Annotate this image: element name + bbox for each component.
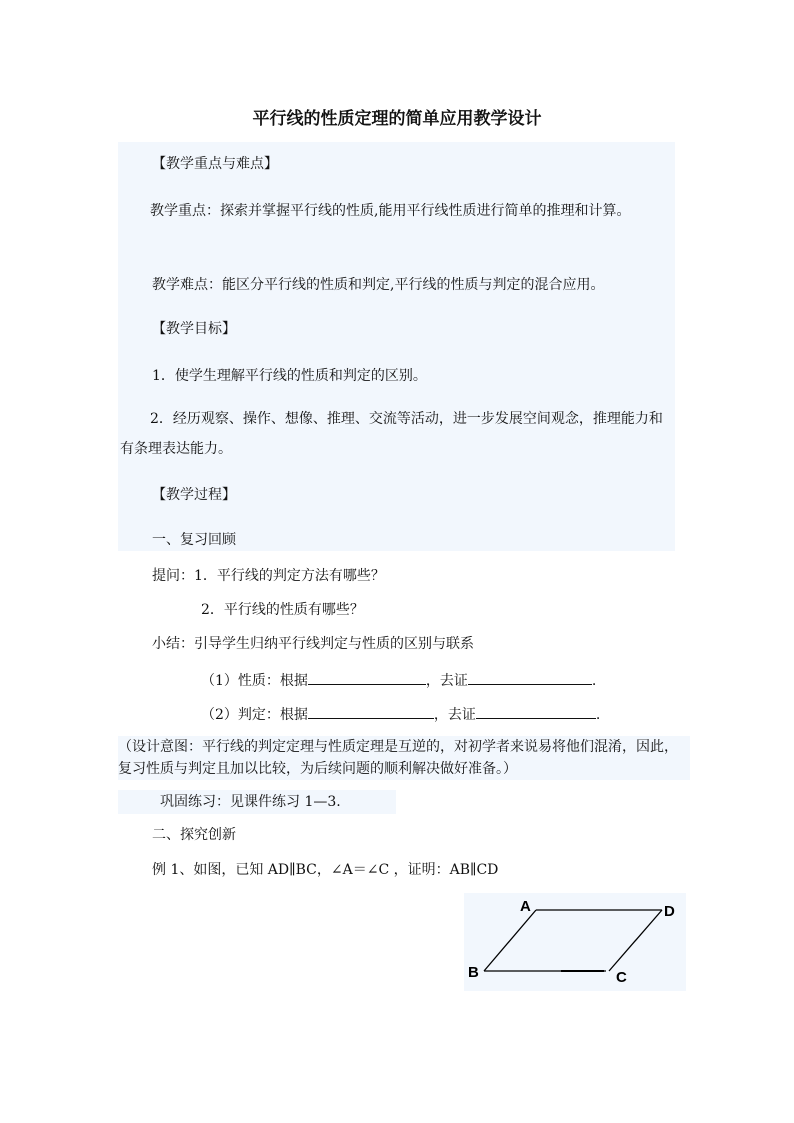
fill-blank-criterion xyxy=(201,702,600,725)
vertex-d-label: D xyxy=(664,903,675,920)
fill-mid: ，去证 xyxy=(425,673,468,689)
question-1: 提问：1．平行线的判定方法有哪些？ xyxy=(152,568,385,584)
fill-end: . xyxy=(591,673,597,689)
blank-line xyxy=(476,702,596,719)
process-heading: 【教学过程】 xyxy=(152,487,236,503)
fill-end: . xyxy=(595,707,601,723)
difficulty-paragraph: 教学难点：能区分平行线的性质和判定,平行线的性质与判定的混合应用。 xyxy=(152,277,605,293)
blank-line xyxy=(308,702,434,719)
vertex-a-label: A xyxy=(520,898,531,915)
fill-mid: ，去证 xyxy=(433,707,476,723)
review-heading: 一、复习回顾 xyxy=(152,532,236,548)
vertex-b-label: B xyxy=(468,964,479,981)
design-note: （设计意图：平行线的判定定理与性质定理是互逆的，对初学者来说易将他们混淆，因此，复习性质与判定且加以比较，为后续问题的顺利解决做好准备。） xyxy=(118,736,690,780)
objective-1: 1．使学生理解平行线的性质和判定的区别。 xyxy=(152,368,427,384)
parallelogram-diagram xyxy=(464,893,686,991)
fill-label: （2）判定：根据 xyxy=(201,707,308,723)
example-1: 例 1、如图，已知 AD∥BC，∠A＝∠C ，证明：AB∥CD xyxy=(152,862,499,878)
fill-label: （1）性质：根据 xyxy=(201,673,308,689)
blank-line xyxy=(468,668,592,685)
document-title: 平行线的性质定理的简单应用教学设计 xyxy=(252,109,542,129)
summary-text: 小结：引导学生归纳平行线判定与性质的区别与联系 xyxy=(152,636,474,652)
fill-blank-property xyxy=(201,668,596,691)
objective-2: 2．经历观察、操作、想像、推理、交流等活动，进一步发展空间观念，推理能力和有条理表达能力。 xyxy=(120,411,663,457)
practice-text: 巩固练习：见课件练习 1—3. xyxy=(160,794,341,810)
explore-heading: 二、探究创新 xyxy=(152,827,236,843)
parallelogram-figure xyxy=(464,893,686,991)
segment-cd xyxy=(609,910,662,971)
segment-ab xyxy=(484,910,536,971)
vertex-c-label: C xyxy=(616,969,627,986)
blank-line xyxy=(308,668,426,685)
key-point-paragraph: 教学重点：探索并掌握平行线的性质,能用平行线性质进行简单的推理和计算。 xyxy=(150,203,631,219)
question-2: 2．平行线的性质有哪些？ xyxy=(201,602,364,618)
key-points-heading: 【教学重点与难点】 xyxy=(152,156,278,172)
objectives-heading: 【教学目标】 xyxy=(152,321,236,337)
